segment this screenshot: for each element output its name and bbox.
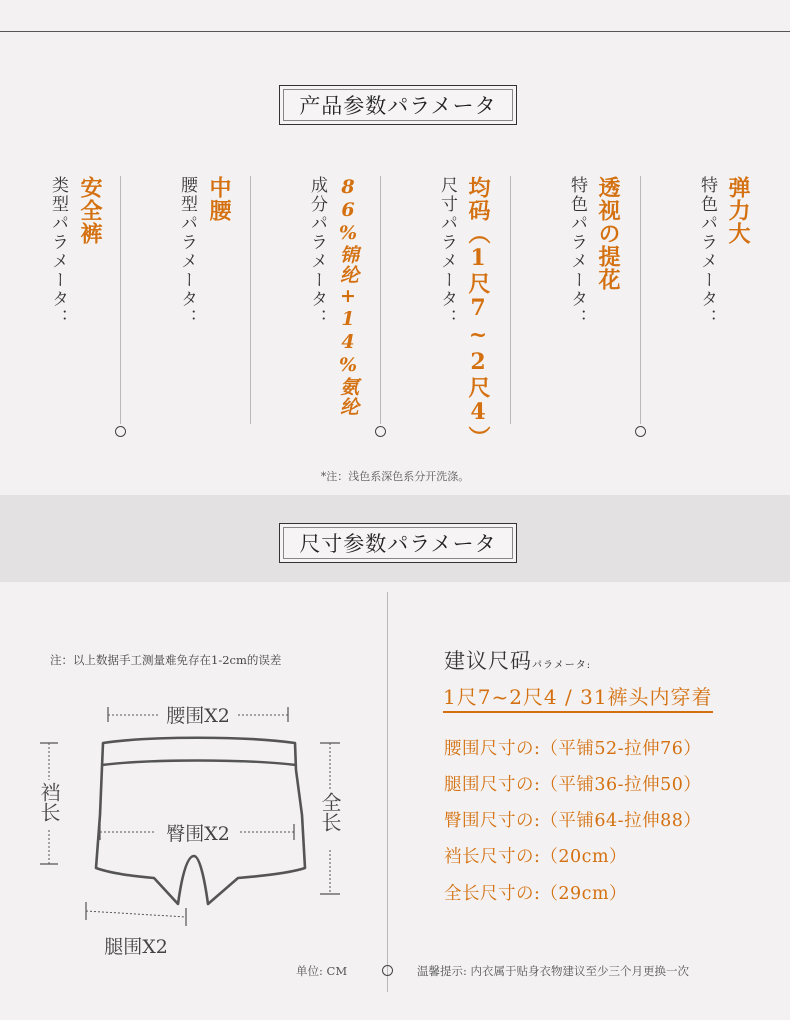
param-label-2: 特色パラメータ： (567, 176, 587, 328)
param-label-1: 特色パラメータ： (697, 176, 717, 328)
param-value-5: 中腰 (206, 176, 232, 222)
waistband-line (102, 761, 296, 766)
length-label: 全长 (318, 792, 342, 832)
top-divider (0, 31, 790, 32)
care-tip: 温馨提示: 内衣属于贴身衣物建议至少三个月更换一次 (417, 964, 690, 978)
recommend-title-text: 建议尺码 (444, 649, 532, 673)
param-line (250, 176, 251, 424)
size-thigh: 腿围尺寸の:（平铺36-拉伸50） (444, 775, 702, 795)
size-waist: 腰围尺寸の:（平铺52-拉伸76） (444, 739, 702, 759)
unit-note: 单位: CM (296, 964, 348, 978)
param-line (120, 176, 121, 424)
param-label-3: 尺寸パラメータ： (437, 176, 457, 328)
section-title-product-params (279, 85, 517, 125)
param-label-6: 类型パラメータ： (48, 176, 68, 328)
wash-note: *注：浅色系深色系分开洗涤。 (320, 470, 470, 483)
param-dot (375, 426, 386, 437)
rise-label: 裆长 (37, 782, 61, 822)
recommend-title (444, 645, 591, 675)
measure-note: 注：以上数据手工测量难免存在1-2cm的误差 (50, 653, 282, 667)
section-title-text: 尺寸参数パラメータ (283, 527, 513, 559)
recommend-title-small: パラメータ: (532, 660, 592, 671)
param-value-3: 均码（1尺7~2尺4） (465, 176, 491, 449)
footer-dot (382, 965, 393, 976)
param-value-6: 安全裤 (77, 176, 103, 245)
center-divider (387, 592, 388, 992)
param-value-1: 弹力大 (725, 176, 751, 245)
size-hip: 臀围尺寸の:（平铺64-拉伸88） (444, 811, 702, 831)
param-dot (635, 426, 646, 437)
param-value-4: 86%锦纶+14%氨纶 (337, 176, 359, 417)
size-length: 全长尺寸の:（29cm） (444, 884, 628, 904)
param-line (640, 176, 641, 424)
param-line (510, 176, 511, 424)
param-line (380, 176, 381, 424)
param-dot (115, 426, 126, 437)
section-title-size-params (279, 523, 517, 563)
param-label-4: 成分パラメータ： (307, 176, 327, 328)
hip-label: 臀围X2 (166, 823, 230, 845)
recommend-size: 1尺7~2尺4 / 31裤头内穿着 (443, 681, 713, 713)
param-value-2: 透视の提花 (595, 176, 621, 291)
thigh-label: 腿围X2 (104, 936, 168, 958)
section-title-text: 产品参数パラメータ (283, 89, 513, 121)
waist-label: 腰围X2 (166, 705, 230, 727)
size-rise: 裆长尺寸の:（20cm） (444, 847, 628, 867)
param-label-5: 腰型パラメータ： (177, 176, 197, 328)
